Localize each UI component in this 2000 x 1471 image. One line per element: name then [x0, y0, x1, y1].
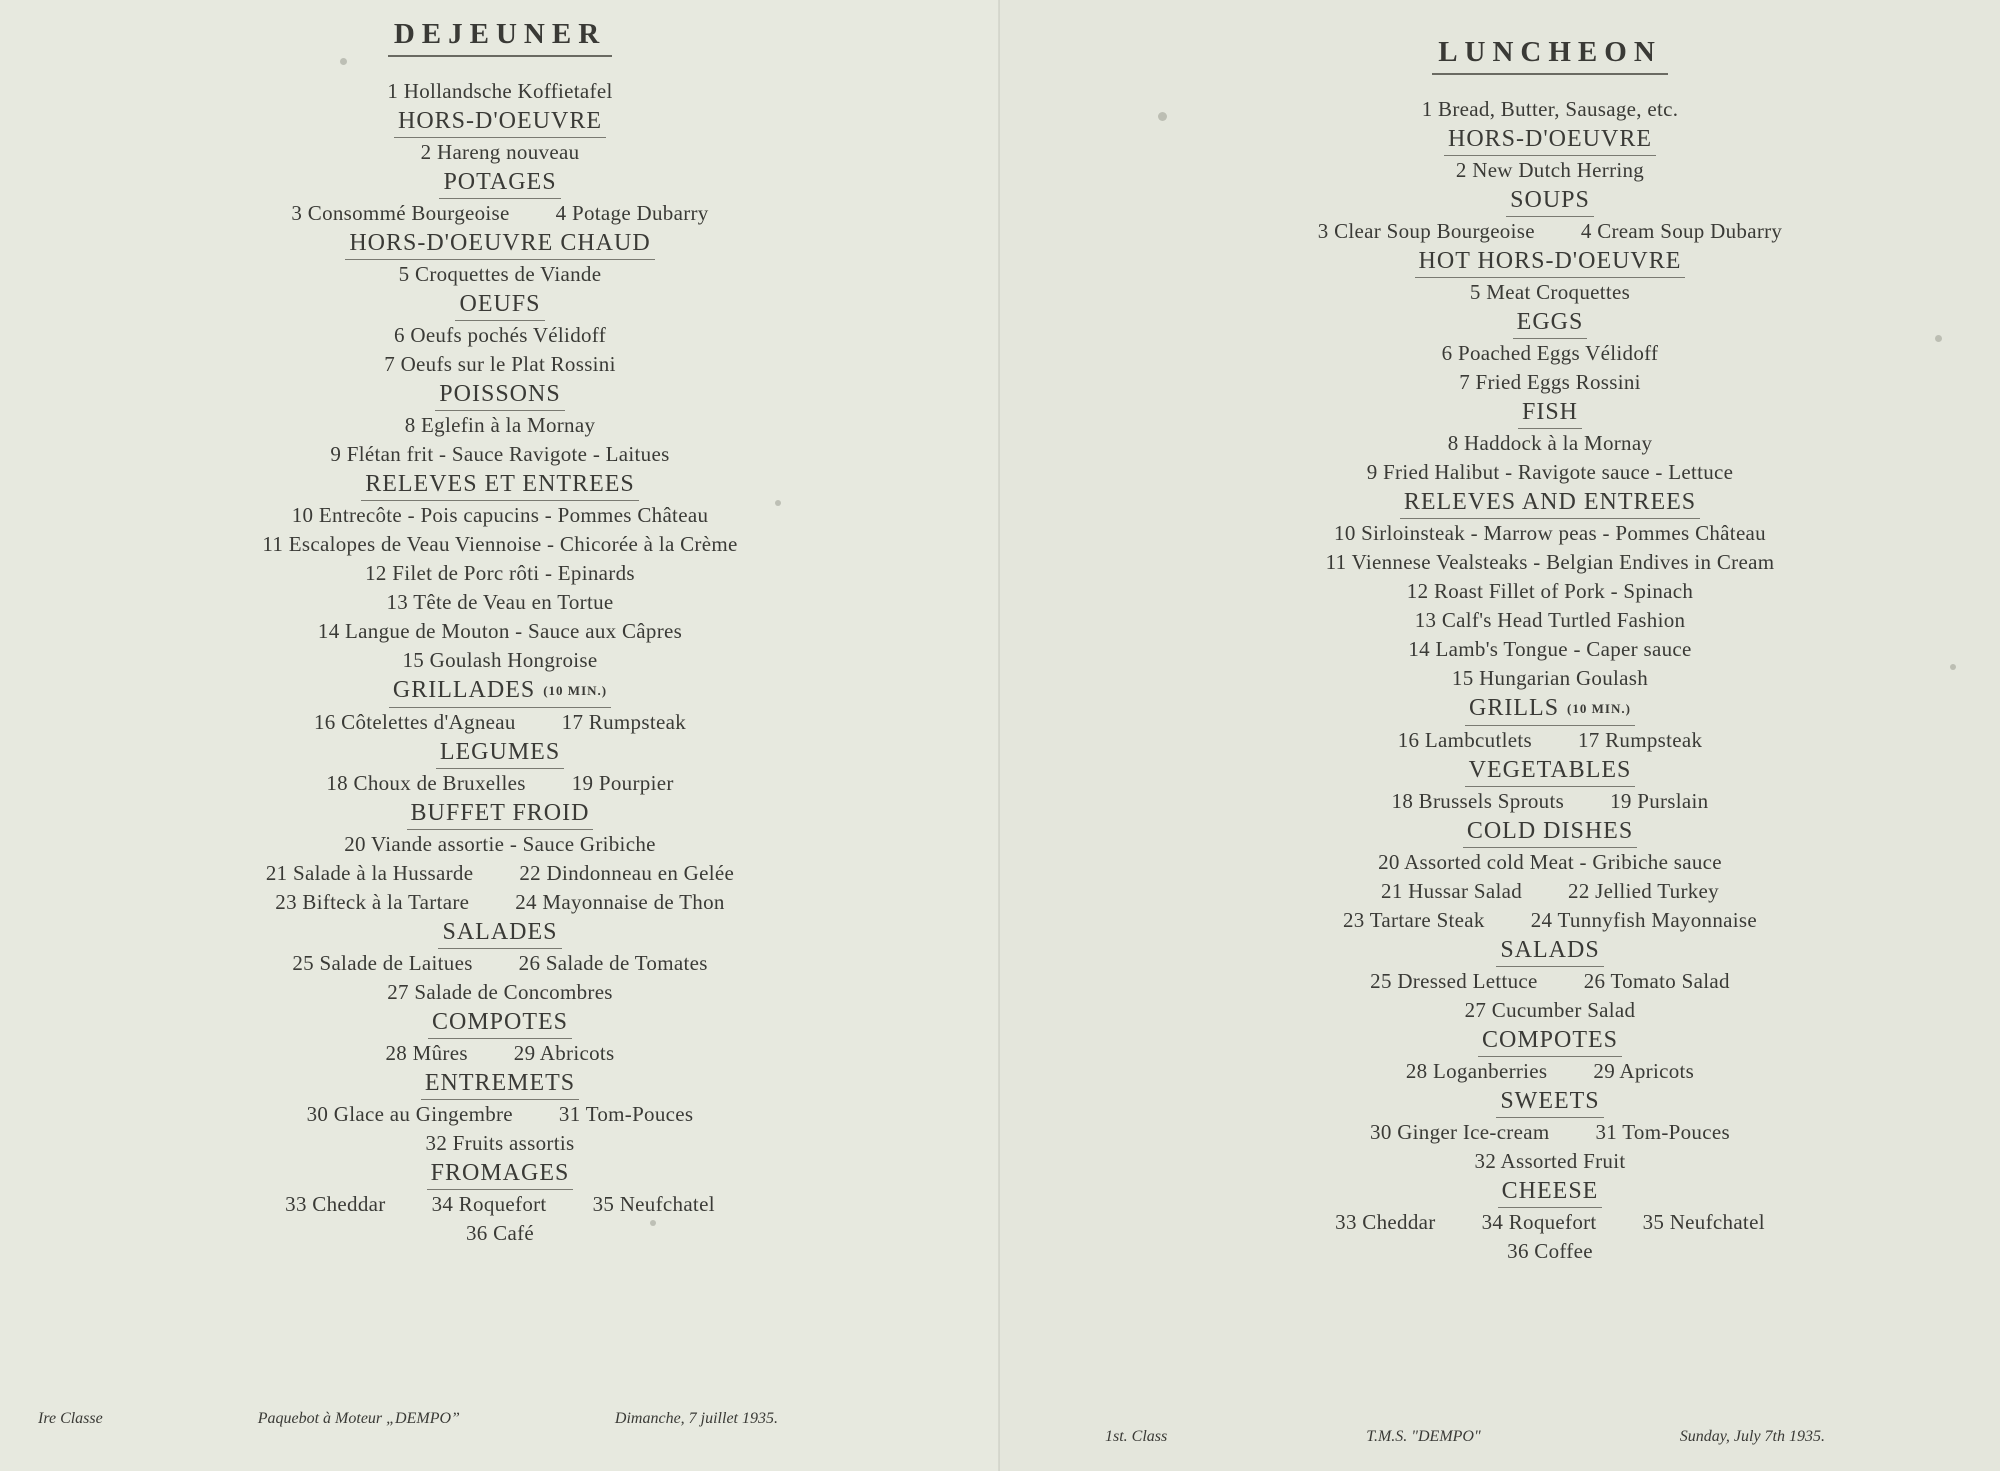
menu-item: 10 Sirloinsteak - Marrow peas - Pommes Château: [1334, 521, 1766, 545]
paper-speck: [775, 500, 781, 506]
menu-item: 4 Potage Dubarry: [555, 201, 709, 225]
menu-item: 30 Glace au Gingembre: [306, 1102, 513, 1127]
menu-item: 12 Filet de Porc rôti - Epinards: [365, 561, 635, 585]
menu-page-english: [1000, 0, 2000, 1471]
footer-date: Sunday, July 7th 1935.: [1679, 1428, 1825, 1445]
menu-line: [1160, 577, 1940, 606]
section-heading: BUFFET FROID: [407, 798, 594, 830]
section-heading: COMPOTES: [1478, 1025, 1622, 1057]
section-heading: SOUPS: [1506, 185, 1594, 217]
menu-line: [1160, 429, 1940, 458]
menu-line: [1160, 726, 1940, 755]
menu-section: [120, 167, 880, 228]
menu-line: [1160, 664, 1940, 693]
menu-item: 19 Pourpier: [571, 771, 674, 796]
menu-item: 32 Fruits assortis: [425, 1131, 575, 1156]
menu-item: 25 Salade de Laitues: [292, 951, 473, 976]
menu-line: [120, 530, 880, 559]
menu-item: 3 Consommé Bourgeoise: [291, 201, 510, 225]
footer-class: Ire Classe: [38, 1410, 103, 1427]
menu-item: 17 Rumpsteak: [1577, 728, 1703, 753]
menu-footer: [38, 1410, 778, 1441]
menu-line: [1160, 548, 1940, 577]
menu-section: [120, 77, 880, 106]
menu-section: [120, 675, 880, 737]
paper-speck: [1158, 112, 1167, 121]
menu-line: [120, 830, 880, 859]
menu-line: [1160, 906, 1940, 935]
menu-item: 30 Ginger Ice-cream: [1370, 1120, 1550, 1145]
menu-section: [120, 469, 880, 675]
menu-item: 8 Haddock à la Mornay: [1447, 431, 1653, 455]
menu-line: [120, 708, 880, 737]
section-heading: ENTREMETS: [421, 1068, 579, 1100]
menu-section: [1160, 755, 1940, 816]
menu-line: [120, 440, 880, 469]
menu-line: [120, 501, 880, 530]
menu-item: 11 Escalopes de Veau Viennoise - Chicorée à la Crème: [262, 532, 738, 556]
section-heading: POTAGES: [439, 167, 560, 199]
menu-section: [120, 289, 880, 379]
menu-item: 27 Salade de Concombres: [387, 980, 613, 1005]
menu-line: [1160, 519, 1940, 548]
menu-line: [1160, 458, 1940, 487]
menu-item: 15 Hungarian Goulash: [1451, 666, 1649, 690]
section-heading: RELEVES ET ENTREES: [361, 469, 639, 501]
menu-section: [1160, 307, 1940, 397]
menu-item: 4 Cream Soup Dubarry: [1580, 219, 1783, 243]
menu-line: [120, 411, 880, 440]
menu-item: 13 Calf's Head Turtled Fashion: [1414, 608, 1686, 632]
menu-line: [120, 559, 880, 588]
menu-line: [1160, 635, 1940, 664]
menu-line: [1160, 967, 1940, 996]
menu-column: [1160, 36, 1940, 1266]
menu-item: 35 Neufchatel: [1642, 1210, 1765, 1235]
menu-line: [1160, 606, 1940, 635]
menu-section: [1160, 1176, 1940, 1266]
menu-line: [120, 888, 880, 917]
footer-ship: Paquebot à Moteur „DEMPO”: [257, 1410, 460, 1427]
menu-sections: [120, 77, 880, 1248]
footer-class: 1st. Class: [1105, 1428, 1168, 1445]
menu-item: 13 Tête de Veau en Tortue: [386, 590, 614, 614]
menu-line: [120, 350, 880, 379]
menu-item: 31 Tom-Pouces: [1595, 1120, 1730, 1145]
menu-item: 20 Assorted cold Meat - Gribiche sauce: [1378, 850, 1722, 875]
section-heading: FISH: [1518, 397, 1582, 429]
paper-speck: [340, 58, 347, 65]
menu-item: 18 Choux de Bruxelles: [326, 771, 526, 796]
menu-item: 34 Roquefort: [1481, 1210, 1597, 1235]
section-heading: HORS-D'OEUVRE CHAUD: [345, 228, 654, 260]
section-heading: HORS-D'OEUVRE: [394, 106, 606, 138]
menu-item: 11 Viennese Vealsteaks - Belgian Endives in Cream: [1325, 550, 1775, 574]
menu-item: 12 Roast Fillet of Pork - Spinach: [1406, 579, 1694, 603]
menu-line: [120, 77, 880, 106]
menu-item: 18 Brussels Sprouts: [1391, 789, 1565, 814]
section-heading: SALADS: [1496, 935, 1603, 967]
menu-item: 23 Tartare Steak: [1343, 908, 1485, 933]
menu-item: 10 Entrecôte - Pois capucins - Pommes Château: [291, 503, 709, 527]
menu-section: [1160, 487, 1940, 693]
menu-sections: [1160, 95, 1940, 1266]
menu-item: 5 Meat Croquettes: [1469, 280, 1631, 304]
menu-section: [1160, 124, 1940, 185]
paper-speck: [1950, 664, 1956, 670]
menu-line: [120, 199, 880, 228]
menu-section: [120, 1007, 880, 1068]
section-heading: HORS-D'OEUVRE: [1444, 124, 1656, 156]
menu-item: 33 Cheddar: [1335, 1210, 1436, 1235]
menu-line: [1160, 368, 1940, 397]
menu-line: [120, 1190, 880, 1219]
menu-line: [120, 978, 880, 1007]
menu-line: [1160, 848, 1940, 877]
menu-title: DEJEUNER: [388, 18, 612, 57]
menu-section: [120, 228, 880, 289]
menu-line: [1160, 217, 1940, 246]
menu-item: 29 Abricots: [513, 1041, 615, 1066]
menu-line: [1160, 1147, 1940, 1176]
menu-line: [120, 617, 880, 646]
menu-item: 22 Jellied Turkey: [1568, 879, 1719, 904]
menu-item: 31 Tom-Pouces: [558, 1102, 694, 1127]
menu-section: [1160, 95, 1940, 124]
section-heading: HOT HORS-D'OEUVRE: [1415, 246, 1686, 278]
section-heading: VEGETABLES: [1465, 755, 1636, 787]
menu-section: [120, 917, 880, 1007]
menu-line: [120, 588, 880, 617]
section-note: (10 MIN.): [1567, 701, 1631, 717]
menu-line: [1160, 278, 1940, 307]
menu-section: [1160, 693, 1940, 755]
menu-item: 6 Poached Eggs Vélidoff: [1441, 341, 1659, 365]
menu-item: 21 Salade à la Hussarde: [265, 861, 474, 886]
footer-ship: T.M.S. "DEMPO": [1366, 1428, 1481, 1445]
menu-item: 8 Eglefin à la Mornay: [404, 413, 596, 437]
menu-line: [120, 1129, 880, 1158]
menu-item: 7 Oeufs sur le Plat Rossini: [384, 352, 616, 376]
menu-line: [120, 949, 880, 978]
menu-line: [120, 321, 880, 350]
menu-section: [1160, 185, 1940, 246]
menu-line: [1160, 787, 1940, 816]
menu-section: [1160, 935, 1940, 1025]
menu-section: [1160, 816, 1940, 935]
menu-section: [1160, 1086, 1940, 1176]
menu-section: [120, 1158, 880, 1248]
menu-item: 22 Dindonneau en Gelée: [519, 861, 735, 886]
menu-line: [1160, 1057, 1940, 1086]
menu-item: 28 Mûres: [385, 1041, 468, 1066]
menu-item: 35 Neufchatel: [592, 1192, 715, 1217]
menu-item: 36 Café: [466, 1221, 534, 1246]
section-heading: GRILLADES (10 MIN.): [389, 675, 611, 708]
menu-item: 25 Dressed Lettuce: [1370, 969, 1538, 994]
paper-speck: [650, 1220, 656, 1226]
menu-section: [1160, 397, 1940, 487]
menu-line: [1160, 156, 1940, 185]
menu-item: 16 Côtelettes d'Agneau: [313, 710, 516, 735]
menu-item: 32 Assorted Fruit: [1474, 1149, 1626, 1174]
menu-line: [1160, 339, 1940, 368]
menu-line: [1160, 877, 1940, 906]
menu-item: 24 Mayonnaise de Thon: [515, 890, 725, 915]
menu-item: 19 Purslain: [1610, 789, 1709, 814]
menu-line: [120, 1219, 880, 1248]
menu-item: 3 Clear Soup Bourgeoise: [1317, 219, 1535, 243]
menu-section: [120, 1068, 880, 1158]
menu-footer: [1105, 1428, 1825, 1445]
menu-section: [120, 379, 880, 469]
section-heading: FROMAGES: [427, 1158, 574, 1190]
section-heading: LEGUMES: [436, 737, 564, 769]
section-heading: OEUFS: [455, 289, 544, 321]
menu-line: [1160, 95, 1940, 124]
menu-item: 6 Oeufs pochés Vélidoff: [394, 323, 606, 347]
menu-item: 9 Flétan frit - Sauce Ravigote - Laitues: [330, 442, 670, 466]
menu-line: [120, 859, 880, 888]
menu-item: 27 Cucumber Salad: [1464, 998, 1636, 1023]
menu-item: 15 Goulash Hongroise: [402, 648, 598, 672]
menu-item: 34 Roquefort: [431, 1192, 547, 1217]
menu-line: [120, 1100, 880, 1129]
menu-item: 33 Cheddar: [285, 1192, 386, 1217]
menu-item: 16 Lambcutlets: [1397, 728, 1532, 753]
menu-item: 7 Fried Eggs Rossini: [1459, 370, 1641, 394]
menu-item: 26 Salade de Tomates: [518, 951, 708, 976]
menu-section: [120, 106, 880, 167]
menu-line: [120, 260, 880, 289]
menu-section: [120, 737, 880, 798]
menu-line: [120, 138, 880, 167]
menu-title: LUNCHEON: [1432, 36, 1668, 75]
paper-speck: [1935, 335, 1942, 342]
section-note: (10 MIN.): [543, 683, 608, 699]
menu-item: 24 Tunnyfish Mayonnaise: [1530, 908, 1757, 933]
menu-item: 23 Bifteck à la Tartare: [275, 890, 470, 915]
menu-item: 20 Viande assortie - Sauce Gribiche: [344, 832, 656, 857]
section-heading: COMPOTES: [428, 1007, 572, 1039]
menu-item: 21 Hussar Salad: [1381, 879, 1523, 904]
menu-item: 9 Fried Halibut - Ravigote sauce - Lettuce: [1366, 460, 1734, 484]
menu-line: [1160, 1208, 1940, 1237]
section-heading: RELEVES AND ENTREES: [1400, 487, 1700, 519]
menu-item: 36 Coffee: [1507, 1239, 1593, 1264]
menu-column: [120, 18, 880, 1248]
menu-item: 29 Apricots: [1593, 1059, 1695, 1084]
menu-line: [120, 1039, 880, 1068]
menu-section: [1160, 246, 1940, 307]
menu-section: [1160, 1025, 1940, 1086]
menu-item: 5 Croquettes de Viande: [398, 262, 602, 286]
section-heading: CHEESE: [1498, 1176, 1603, 1208]
menu-item: 1 Bread, Butter, Sausage, etc.: [1421, 97, 1679, 121]
menu-item: 14 Lamb's Tongue - Caper sauce: [1408, 637, 1692, 661]
section-heading: SALADES: [438, 917, 561, 949]
menu-line: [1160, 1237, 1940, 1266]
menu-line: [120, 646, 880, 675]
menu-line: [1160, 996, 1940, 1025]
section-heading: EGGS: [1513, 307, 1588, 339]
menu-line: [120, 769, 880, 798]
menu-item: 26 Tomato Salad: [1583, 969, 1730, 994]
menu-item: 28 Loganberries: [1405, 1059, 1548, 1084]
menu-item: 17 Rumpsteak: [561, 710, 686, 735]
footer-date: Dimanche, 7 juillet 1935.: [614, 1410, 778, 1427]
section-heading: SWEETS: [1496, 1086, 1603, 1118]
section-heading: GRILLS (10 MIN.): [1465, 693, 1635, 726]
menu-line: [1160, 1118, 1940, 1147]
menu-item: 2 New Dutch Herring: [1455, 158, 1645, 182]
section-heading: COLD DISHES: [1463, 816, 1637, 848]
menu-item: 14 Langue de Mouton - Sauce aux Câpres: [317, 619, 683, 643]
section-heading: POISSONS: [435, 379, 564, 411]
menu-item: 1 Hollandsche Koffietafel: [387, 79, 613, 103]
menu-item: 2 Hareng nouveau: [420, 140, 580, 164]
menu-section: [120, 798, 880, 917]
